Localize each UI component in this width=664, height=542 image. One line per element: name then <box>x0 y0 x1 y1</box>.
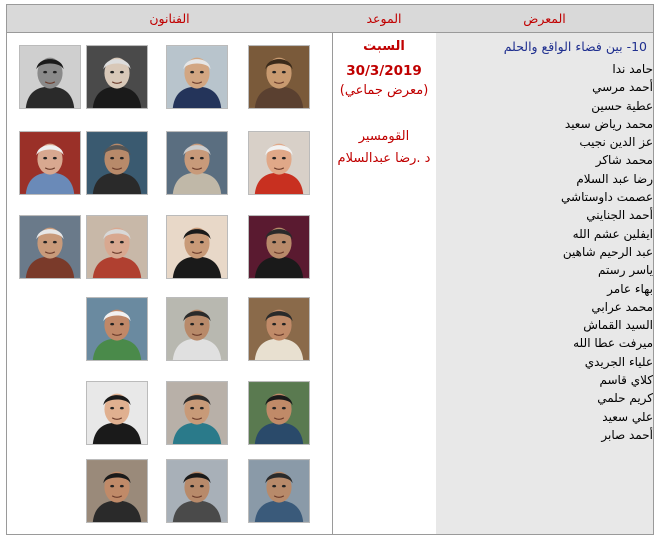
artist-name: أحمد مرسي <box>592 80 653 95</box>
artist-portrait-photo <box>248 459 310 523</box>
exhibition-header: المعرض <box>436 5 653 33</box>
artist-portrait-photo <box>166 297 228 361</box>
portrait-image <box>87 298 147 360</box>
portrait-image <box>167 298 227 360</box>
portrait-image <box>249 298 309 360</box>
exhibition-title: 10- بين فضاء الواقع والحلم <box>503 39 647 54</box>
artist-name: بهاء عامر <box>607 281 653 296</box>
artist-name: أحمد الجنايني <box>586 208 653 223</box>
artist-name: ميرفت عطا الله <box>573 336 653 351</box>
artist-portrait-photo <box>19 131 81 195</box>
artist-portrait-photo <box>248 131 310 195</box>
artist-name: علياء الجريدي <box>584 354 653 369</box>
curator-name: د .رضا عبدالسلام <box>337 151 431 166</box>
artist-portrait-photo <box>166 381 228 445</box>
event-date: 30/3/2019 <box>346 63 422 79</box>
portrait-image <box>249 460 309 522</box>
artists-photo-grid <box>7 33 332 534</box>
artist-name: ايفلين عشم الله <box>572 226 653 241</box>
exhibition-table <box>6 4 654 535</box>
artist-portrait-photo <box>86 45 148 109</box>
artist-portrait-photo <box>166 215 228 279</box>
portrait-image <box>167 382 227 444</box>
artist-portrait-photo <box>166 131 228 195</box>
exhibition-cell <box>436 33 653 534</box>
artist-name: رضا عبد السلام <box>576 171 653 186</box>
event-day: السبت <box>363 39 405 54</box>
curator-title: القومسير <box>358 129 410 144</box>
artist-name: كلاي قاسم <box>599 373 653 388</box>
portrait-image <box>249 382 309 444</box>
artist-portrait-photo <box>19 45 81 109</box>
portrait-image <box>20 216 80 278</box>
artist-portrait-photo <box>248 45 310 109</box>
artist-portrait-photo <box>86 381 148 445</box>
artist-name: السيد القماش <box>583 318 653 333</box>
artist-name-list <box>523 60 653 444</box>
artist-portrait-photo <box>86 459 148 523</box>
portrait-image <box>167 132 227 194</box>
exhibition-column <box>436 5 653 534</box>
artist-name: عطية حسين <box>591 98 653 113</box>
portrait-image <box>249 46 309 108</box>
artist-portrait-photo <box>166 45 228 109</box>
portrait-image <box>87 216 147 278</box>
artist-portrait-photo <box>19 215 81 279</box>
portrait-image <box>167 216 227 278</box>
artist-name: محمد شاكر <box>595 153 653 168</box>
artists-column <box>7 5 333 534</box>
artist-portrait-photo <box>86 297 148 361</box>
portrait-image <box>167 46 227 108</box>
artist-portrait-photo <box>248 297 310 361</box>
portrait-image <box>87 132 147 194</box>
artist-name: حامد ندا <box>612 62 653 76</box>
artist-portrait-photo <box>248 215 310 279</box>
artist-name: محمد رياض سعيد <box>564 116 653 131</box>
artist-name: عصمت داوستاشي <box>561 190 653 205</box>
date-column <box>332 5 437 534</box>
artists-header: الفنانون <box>7 5 332 33</box>
artist-portrait-photo <box>86 215 148 279</box>
portrait-image <box>249 132 309 194</box>
portrait-image <box>87 382 147 444</box>
date-header: الموعد <box>332 5 436 33</box>
artist-portrait-photo <box>166 459 228 523</box>
artist-name: عبد الرحيم شاهين <box>562 244 653 259</box>
portrait-image <box>87 46 147 108</box>
artist-name: كريم حلمي <box>597 391 653 406</box>
artist-portrait-photo <box>248 381 310 445</box>
artist-name: عز الدين نجيب <box>579 135 653 150</box>
portrait-image <box>249 216 309 278</box>
event-type-note: (معرض جماعي) <box>339 83 429 98</box>
portrait-image <box>87 460 147 522</box>
portrait-image <box>20 132 80 194</box>
artist-name: علي سعيد <box>602 409 653 424</box>
artist-portrait-photo <box>86 131 148 195</box>
portrait-image <box>20 46 80 108</box>
artist-name: ياسر رستم <box>598 263 653 278</box>
artist-name: محمد عرابي <box>591 299 653 314</box>
date-cell <box>332 33 436 534</box>
portrait-image <box>167 460 227 522</box>
artist-name: أحمد صابر <box>601 427 653 442</box>
